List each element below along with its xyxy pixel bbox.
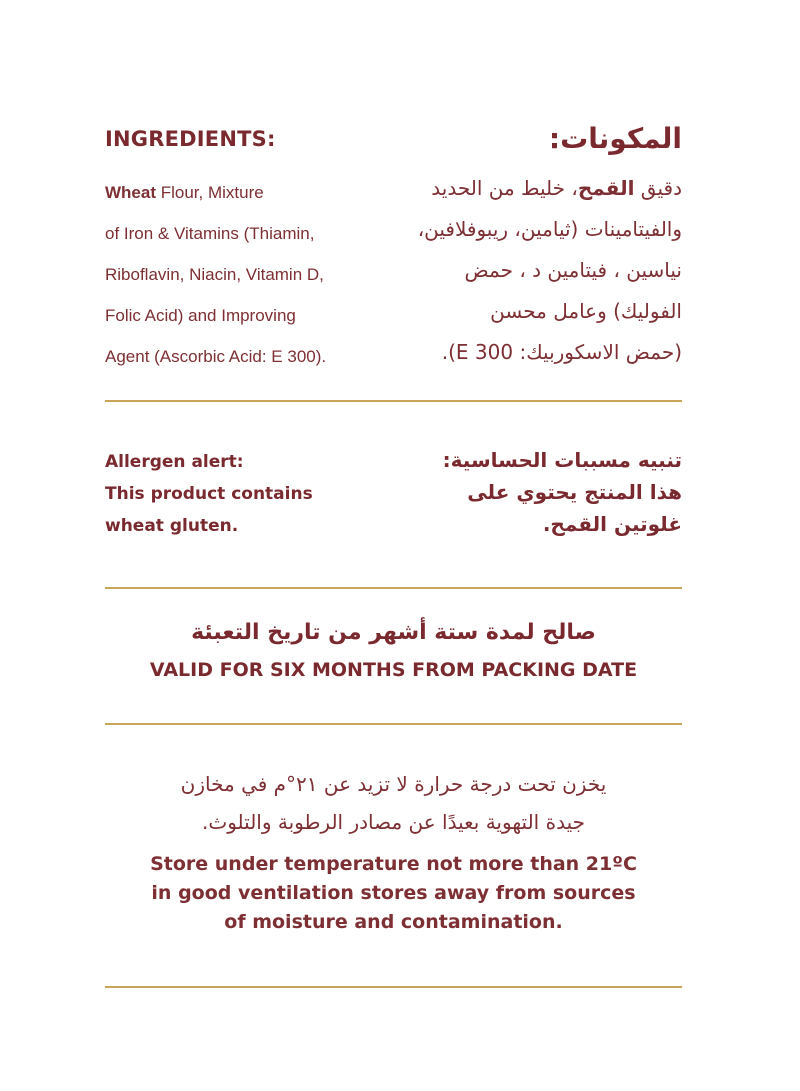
validity-text-ar: صالح لمدة ستة أشهر من تاريخ التعبئة <box>191 620 596 645</box>
ingredients-line-en: Folic Acid) and Improving <box>105 306 296 325</box>
ingredients-line-ar: دقيق القمح، خليط من الحديد <box>431 176 682 200</box>
ingredients-line-en: Wheat Flour, Mixture <box>105 183 264 202</box>
storage-text-en <box>105 850 682 937</box>
storage-text-ar <box>105 765 682 841</box>
allergen-text-en <box>105 446 365 542</box>
ingredients-text-ar <box>382 168 682 373</box>
storage-line-en: Store under temperature not more than 21ºC <box>150 853 637 875</box>
ingredients-title-ar: المكونات: <box>548 122 682 155</box>
ingredients-line-ar: نياسين ، فيتامين د ، حمض <box>464 258 682 282</box>
allergen-line-ar: غلوتين القمح. <box>542 512 682 536</box>
divider <box>105 986 682 988</box>
ingredients-text-en <box>105 172 395 377</box>
divider <box>105 587 682 589</box>
storage-line-ar: يخزن تحت درجة حرارة لا تزيد عن ٢١°م في مخازن <box>180 772 607 796</box>
ingredients-line-en: Agent (Ascorbic Acid: E 300). <box>105 347 327 366</box>
ingredients-line-en: Riboflavin, Niacin, Vitamin D, <box>105 265 324 284</box>
allergen-text-ar <box>382 444 682 540</box>
ingredients-line-en: of Iron & Vitamins (Thiamin, <box>105 224 315 243</box>
allergen-line-en: This product contains <box>105 484 313 504</box>
storage-line-en: of moisture and contamination. <box>224 911 563 933</box>
storage-line-en: in good ventilation stores away from sources <box>151 882 636 904</box>
storage-line-ar: جيدة التهوية بعيدًا عن مصادر الرطوبة والتلوث. <box>202 810 585 834</box>
allergen-line-ar: تنبيه مسببات الحساسية: <box>442 448 682 472</box>
divider <box>105 723 682 725</box>
allergen-line-en: Allergen alert: <box>105 452 244 472</box>
ingredients-line-ar: الفوليك) وعامل محسن <box>490 299 682 323</box>
validity-text-en: VALID FOR SIX MONTHS FROM PACKING DATE <box>149 659 638 681</box>
ingredients-line-ar: (حمض الاسكوربيك: E 300). <box>441 340 682 364</box>
ingredients-line-ar: والفيتامينات (ثيامين، ريبوفلافين، <box>417 217 682 241</box>
ingredients-title-en: INGREDIENTS: <box>105 127 276 151</box>
allergen-line-ar: هذا المنتج يحتوي على <box>467 480 682 504</box>
divider <box>105 400 682 402</box>
allergen-line-en: wheat gluten. <box>105 516 239 536</box>
